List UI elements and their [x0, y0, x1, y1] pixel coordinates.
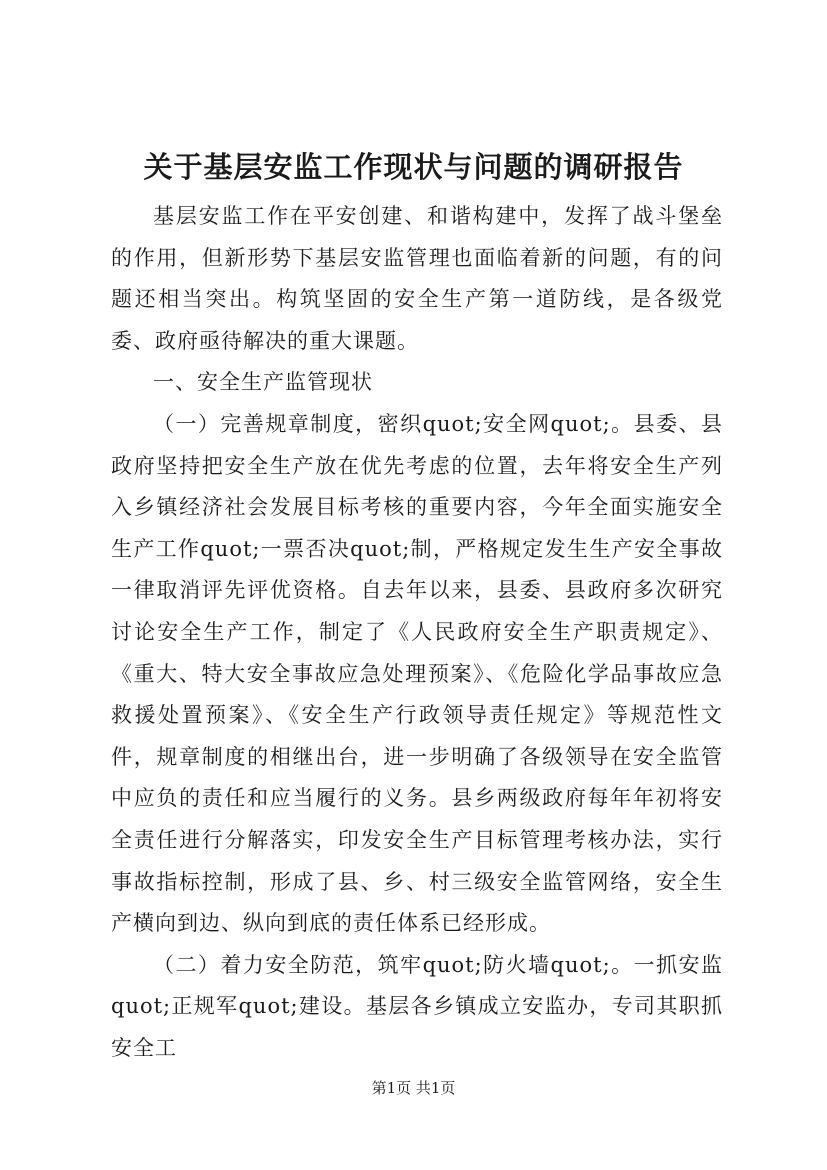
paragraph-intro: 基层安监工作在平安创建、和谐构建中，发挥了战斗堡垒的作用，但新形势下基层安监管理也面临着新的问题，有的问题还相当突出。构筑坚固的安全生产第一道防线，是各级党委、政府亟待解决的重大课题。	[111, 204, 723, 353]
document-title: 关于基层安监工作现状与问题的调研报告	[143, 150, 684, 184]
paragraph-subsection-2: （二）着力安全防范，筑牢quot;防火墙quot;。一抓安监quot;正规军quot;建设。基层各乡镇成立安监办，专司其职抓安全工	[111, 952, 723, 1060]
paragraph-subsection-1: （一）完善规章制度，密织quot;安全网quot;。县委、县政府坚持把安全生产放在优先考虑的位置，去年将安全生产列入乡镇经济社会发展目标考核的重要内容，今年全面实施安全生产工作quot;一票否决quot;制，严格规定发生生产安全事故一律取消评先评优资格。自去年以来，县委、县政府多次研究讨论安全生产工作，制定了《人民政府安全生产职责规定》、《重大、特大安全事故应急处理预案》、《危险化学品事故应急救援处置预案》、《安全生产行政领导责任规定》等规范性文件，规章制度的相继出台，进一步明确了各级领导在安全监管中应负的责任和应当履行的义务。县乡两级政府每年年初将安全责任进行分解落实，印发安全生产目标管理考核办法，实行事故指标控制，形成了县、乡、村三级安全监管网络，安全生产横向到边、纵向到底的责任体系已经形成。	[111, 411, 723, 936]
section-heading: 一、安全生产监管现状	[153, 370, 373, 395]
page-number-footer: 第1页 共1页	[371, 1079, 456, 1097]
document-body	[111, 196, 723, 1069]
